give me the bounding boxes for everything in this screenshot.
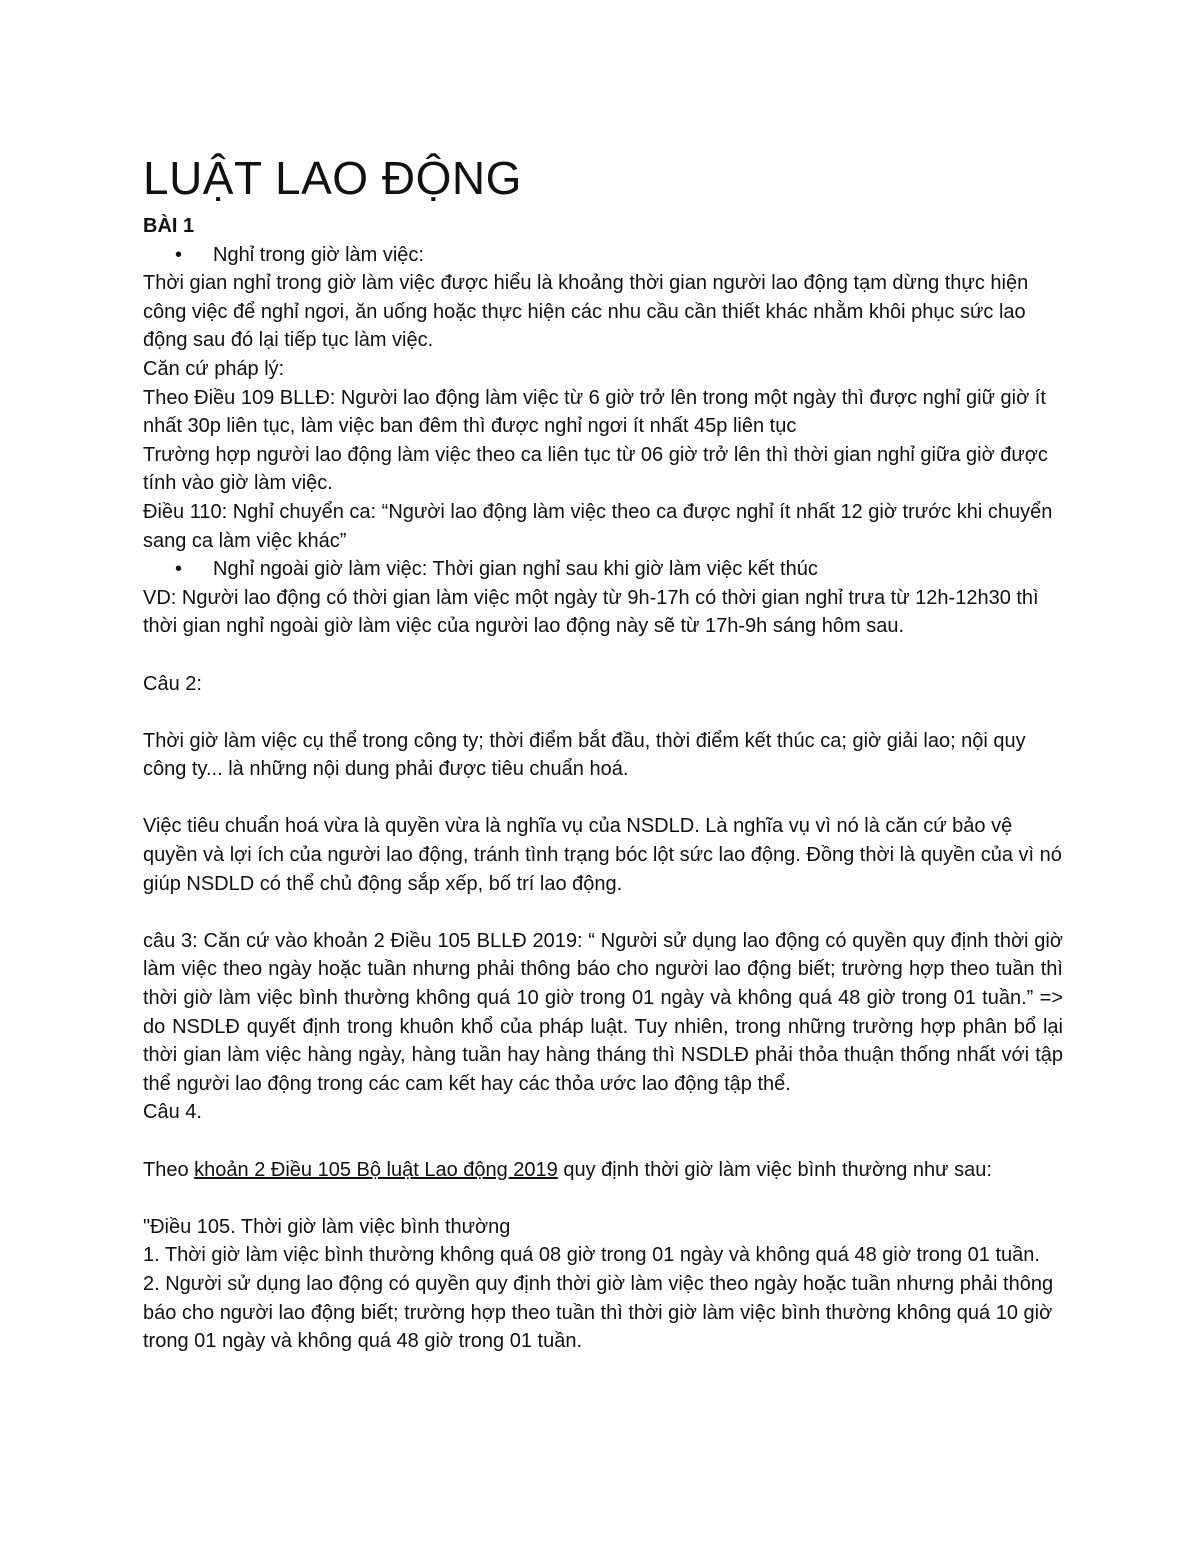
question-4-intro xyxy=(143,1156,1063,1185)
intro-text: quy định thời giờ làm việc bình thường như sau: xyxy=(557,1158,992,1181)
paragraph-article-109: Theo Điều 109 BLLĐ: Người lao động làm việc từ 6 giờ trở lên trong một ngày thì được nghỉ giữ giờ ít nhất 30p liên tục, làm việc ban đêm thì được nghỉ ngơi ít nhất 45p liên tục xyxy=(143,386,1046,438)
article-105-title: "Điều 105. Thời giờ làm việc bình thường xyxy=(143,1215,511,1238)
question-4-label: Câu 4. xyxy=(143,1101,202,1124)
spacer xyxy=(143,898,1063,927)
article-105-clause-1: 1. Thời giờ làm việc bình thường không quá 08 giờ trong 01 ngày và không quá 48 giờ trong 01 tuần. xyxy=(143,1244,1040,1267)
spacer xyxy=(143,1184,1063,1213)
paragraph-example: VD: Người lao động có thời gian làm việc một ngày từ 9h-17h có thời gian nghỉ trưa từ 12h-12h30 thì thời gian nghỉ ngoài giờ làm việc của người lao động này sẽ từ 17h-9h sáng hôm sau. xyxy=(143,586,1039,638)
question-2-paragraph-1: Thời giờ làm việc cụ thể trong công ty; thời điểm bắt đầu, thời điểm kết thúc ca; giờ giải lao; nội quy công ty... là những nội dung phải được tiêu chuẩn hoá. xyxy=(143,729,1026,781)
spacer xyxy=(143,698,1063,727)
spacer xyxy=(143,641,1063,670)
bullet-dot: • xyxy=(175,243,183,266)
paragraph-shift-work: Trường hợp người lao động làm việc theo ca liên tục từ 06 giờ trở lên thì thời gian nghỉ giữa giờ được tính vào giờ làm việc. xyxy=(143,443,1048,495)
bullet-dot: • xyxy=(175,558,183,581)
law-reference-link[interactable]: khoản 2 Điều 105 Bộ luật Lao động 2019 xyxy=(194,1158,558,1181)
bullet-text: Nghỉ ngoài giờ làm việc: Thời gian nghỉ sau khi giờ làm việc kết thúc xyxy=(213,558,818,581)
paragraph-legal-basis: Căn cứ pháp lý: xyxy=(143,357,285,380)
question-2-label: Câu 2: xyxy=(143,672,202,695)
bullet-item xyxy=(143,555,1063,584)
paragraph-article-110: Điều 110: Nghỉ chuyển ca: “Người lao động làm việc theo ca được nghỉ ít nhất 12 giờ trước khi chuyển sang ca làm việc khác” xyxy=(143,500,1053,552)
intro-text: Theo xyxy=(143,1158,195,1181)
question-2-paragraph-2: Việc tiêu chuẩn hoá vừa là quyền vừa là nghĩa vụ của NSDLD. Là nghĩa vụ vì nó là căn cứ bảo vệ quyền và lợi ích của người lao động, tránh tình trạng bóc lột sức lao động. Đồng thời là quyền của vì nó giúp NSDLD có thể chủ động sắp xếp, bố trí lao động. xyxy=(143,815,1062,895)
document-page xyxy=(143,150,1063,1356)
lesson-heading: BÀI 1 xyxy=(143,215,195,237)
bullet-text: Nghỉ trong giờ làm việc: xyxy=(213,243,424,266)
question-3-paragraph: câu 3: Căn cứ vào khoản 2 Điều 105 BLLĐ 2019: “ Người sử dụng lao động có quyền quy định thời giờ làm việc theo ngày hoặc tuần nhưng phải thông báo cho người lao động biết; trường hợp theo tuần thì thời giờ làm việc bình thường không quá 10 giờ trong 01 ngày và không quá 48 giờ trong 01 tuần.” => do NSDLĐ quyết định trong khuôn khổ của pháp luật. Tuy nhiên, trong những trường hợp phân bổ lại thời gian làm việc hàng ngày, hàng tuần hay hàng tháng thì NSDLĐ phải thỏa thuận thống nhất với tập thể người lao động trong các cam kết hay các thỏa ước lao động tập thể. xyxy=(143,929,1063,1095)
paragraph-definition: Thời gian nghỉ trong giờ làm việc được hiểu là khoảng thời gian người lao động tạm dừng thực hiện công việc để nghỉ ngơi, ăn uống hoặc thực hiện các nhu cầu cần thiết khác nhằm khôi phục sức lao động sau đó lại tiếp tục làm việc. xyxy=(143,272,1029,352)
document-title: LUẬT LAO ĐỘNG xyxy=(143,152,522,204)
bullet-item xyxy=(143,241,1063,270)
article-105-clause-2: 2. Người sử dụng lao động có quyền quy định thời giờ làm việc theo ngày hoặc tuần nhưng phải thông báo cho người lao động biết; trường hợp theo tuần thì thời giờ làm việc bình thường không quá 10 giờ trong 01 ngày và không quá 48 giờ trong 01 tuần. xyxy=(143,1272,1054,1353)
spacer xyxy=(143,1127,1063,1156)
spacer xyxy=(143,784,1063,813)
